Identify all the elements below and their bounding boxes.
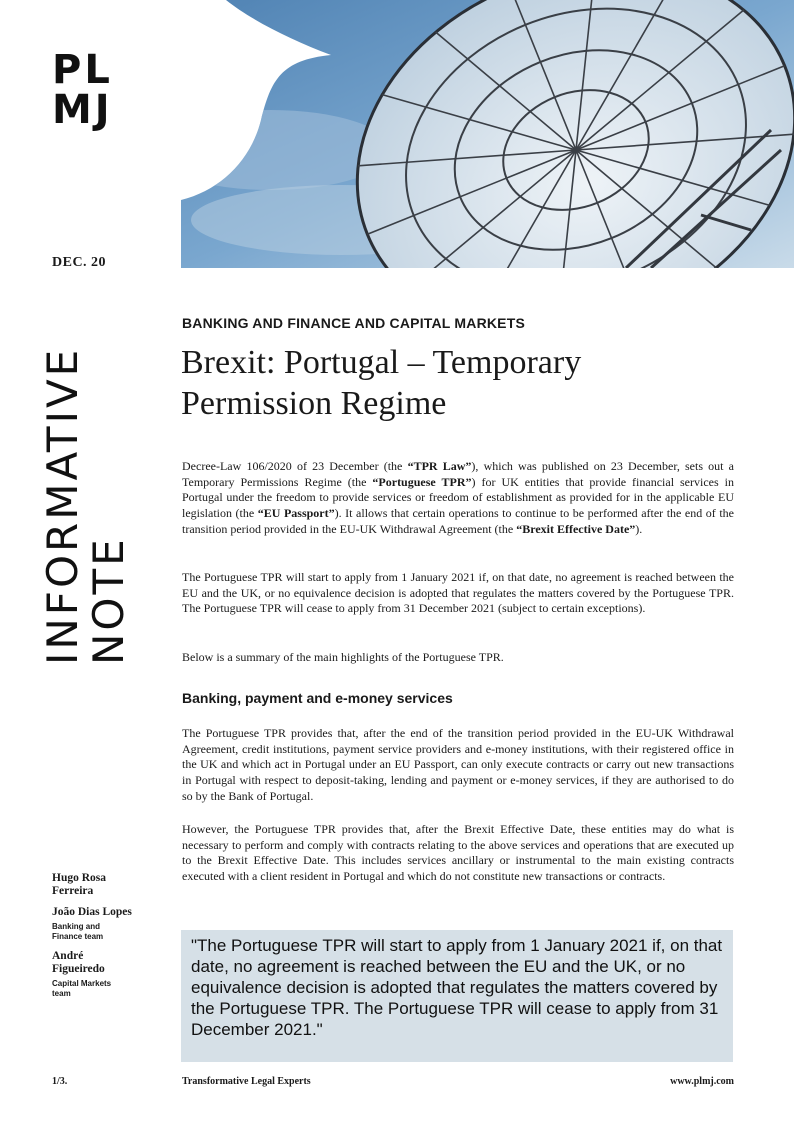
- logo-line-1: PL: [52, 47, 113, 93]
- authors-sidebar: [52, 872, 132, 999]
- footer-website-link[interactable]: www.plmj.com: [670, 1076, 734, 1087]
- pull-quote: [181, 930, 733, 1062]
- author-name: João Dias Lopes: [52, 906, 132, 918]
- informative-note-vertical-title: [40, 347, 132, 665]
- hero-image-satellite-dish: [181, 0, 794, 268]
- pull-quote-text: "The Portuguese TPR will start to apply from 1 January 2021 if, on that date, no agreement is reached between the EU and the UK, or no equivalence decision is adopted that regulates the matters covered by the Portuguese TPR. The Portuguese TPR will cease to apply from 31 December 2021.": [191, 936, 723, 1039]
- title-line-2: Permission Regime: [181, 385, 447, 422]
- author-team: Banking and Finance team: [52, 922, 104, 941]
- author-name: Hugo Rosa Ferreira: [52, 872, 106, 897]
- practice-area-label: BANKING AND FINANCE AND CAPITAL MARKETS: [182, 315, 526, 331]
- vertical-title-line-2: NOTE: [84, 536, 133, 665]
- logo-line-2: MJ: [52, 87, 113, 133]
- footer-tagline: Transformative Legal Experts: [182, 1076, 311, 1087]
- paragraph-banking-1: The Portuguese TPR provides that, after the end of the transition period provided in the EU-UK Withdrawal Agreement, credit institutions, payment service providers and e-money institutions, with their registered office in the UK and which act in Portugal under an EU Passport, can only execute contracts or carry out new transactions in Portugal with respect to deposit-taking, lending and payment or e-money services, if they are authorised to do so by the Bank of Portugal.: [182, 726, 734, 803]
- section-heading-banking: Banking, payment and e-money services: [182, 690, 453, 706]
- vertical-title-line-1: INFORMATIVE: [38, 346, 87, 665]
- paragraph-intro: Decree-Law 106/2020 of 23 December (the “TPR Law”), which was published on 23 December, sets out a Temporary Permissions Regime (the “Portuguese TPR”) for UK entities that provide financial services in Portugal under the freedom to provide services or freedom of establishment as provided for in the applicable EU legislation (the “EU Passport”). It allows that certain operations to continue to be performed after the end of the transition period provided in the EU-UK Withdrawal Agreement (the “Brexit Effective Date”).: [182, 459, 735, 536]
- author-team: Capital Markets team: [52, 979, 112, 998]
- plmj-logo: [52, 47, 132, 133]
- title-line-1: Brexit: Portugal – Temporary: [181, 344, 582, 381]
- issue-date: DEC. 20: [52, 255, 107, 270]
- paragraph-banking-2: However, the Portuguese TPR provides that, after the Brexit Effective Date, these entities may do what is necessary to perform and comply with contracts relating to the above services and operations that are executed up to the Brexit Effective Date. This includes services ancillary or instrumental to the main existing contracts executed with a client resident in Portugal and which do not constitute new transactions or contracts.: [182, 822, 734, 884]
- author-name: André Figueiredo: [52, 950, 105, 975]
- paragraph-summary-intro: Below is a summary of the main highlights of the Portuguese TPR.: [182, 650, 504, 664]
- document-title: [181, 342, 721, 424]
- satellite-dish-illustration: [181, 0, 794, 268]
- paragraph-application-dates: The Portuguese TPR will start to apply from 1 January 2021 if, on that date, no agreement is reached between the EU and the UK, or no equivalence decision is adopted that regulates the matters covered by the Portuguese TPR. The Portuguese TPR will cease to apply from 31 December 2021 (subject to certain exceptions).: [182, 570, 734, 616]
- page-number: 1/3.: [52, 1076, 68, 1087]
